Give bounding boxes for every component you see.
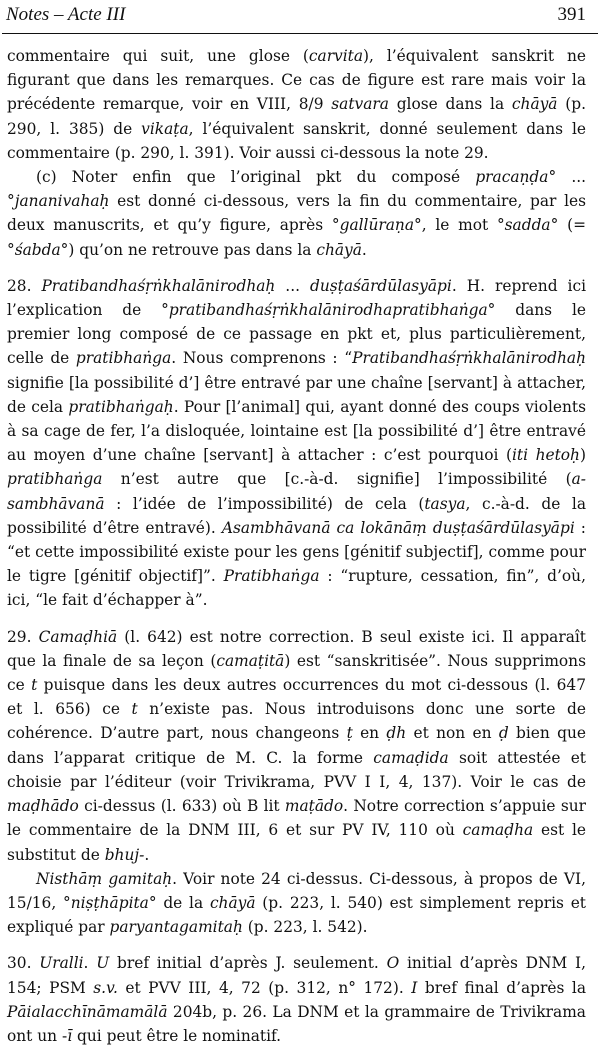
text-run: 204b, p. 26. La DNM et la grammaire de Trivikrama ont un -: [7, 1002, 586, 1045]
text-run: ° ... °: [7, 168, 586, 211]
italic-term: carvita: [308, 47, 364, 65]
text-run: est donné ci-dessous, vers la fin du commentaire, par les deux manuscrits, et qu’y figure, après °: [7, 192, 586, 235]
italic-term: Pratibandhaśṛṅkhalānirodhaḥ: [41, 276, 276, 295]
text-run: qui peut être le nominatif.: [72, 1026, 282, 1045]
italic-term: sadda: [504, 216, 551, 235]
text-run: : l’idée de l’impossibilité) de cela (: [104, 494, 425, 513]
italic-term: ḍh: [386, 724, 407, 743]
italic-term: pratibandhaśṛṅkhalānirodhapratibhaṅga: [168, 301, 488, 320]
note-28: [7, 274, 586, 613]
text-run: .: [361, 240, 367, 259]
italic-term: maḍhādo: [7, 797, 79, 816]
note-29: [7, 625, 586, 867]
text-run: bref initial d’après J. seulement.: [109, 954, 387, 973]
note-30: [7, 951, 586, 1048]
text-run: ...: [275, 276, 310, 295]
italic-term: bhuj-: [104, 845, 145, 864]
body-text: [7, 44, 586, 1048]
running-header: [6, 4, 586, 32]
italic-term: t: [31, 676, 38, 695]
text-run: ci-dessus (l. 633) où B lit: [78, 797, 285, 816]
italic-term: Pāialacchīnāmamālā: [7, 1002, 168, 1021]
text-run: est le substitut de: [7, 821, 586, 864]
italic-term: I: [411, 978, 418, 997]
text-run: bien que dans l’apparat critique de M. C. la forme: [7, 724, 586, 767]
italic-term: iti hetoḥ: [512, 446, 580, 465]
italic-term: jananivahaḥ: [14, 192, 110, 211]
text-run: . Voir note 24 ci-dessus. Ci-dessous, à propos de VI, 15/16, °: [7, 869, 586, 912]
text-run: (p. 290, l. 385) de: [7, 95, 586, 138]
italic-term: Uralli: [39, 954, 84, 973]
text-run: ° dans le premier long composé de ce passage en pkt et, plus particulièrement, celle de: [7, 301, 586, 368]
paragraph: [7, 165, 586, 262]
page-number: 391: [557, 4, 586, 25]
text-run: °) qu’on ne retrouve pas dans la: [60, 240, 317, 259]
italic-term: chāyā: [209, 893, 256, 912]
text-run: (l. 642) est notre correction. B seul existe ici. Il apparaît que la finale de sa leçon (: [7, 627, 586, 670]
italic-term: paryantagamitaḥ: [109, 918, 243, 937]
italic-term: Pratibandhaśṛṅkhalānirodhaḥ: [352, 349, 586, 368]
italic-term: s.v.: [93, 978, 118, 997]
italic-term: a-sambhāvanā: [7, 470, 586, 513]
text-run: (p. 223, l. 540) est simplement repris et expliqué par: [7, 893, 586, 937]
paragraph: [7, 44, 586, 165]
text-run: . Notre correction s’appuie sur le commentaire de la DNM III, 6 et sur PV IV, 110 où: [7, 797, 586, 840]
text-run: bref final d’après la: [417, 978, 586, 997]
italic-term: ṭ: [346, 724, 353, 743]
italic-term: satvara: [331, 95, 389, 114]
italic-term: U: [96, 954, 110, 973]
text-run: °, le mot °: [414, 216, 505, 235]
text-run: 29.: [7, 627, 39, 646]
italic-term: gallūraṇa: [339, 216, 415, 235]
italic-term: Camaḍhiā: [38, 627, 118, 646]
text-run: : “rupture, cessation, fin”, d’où, ici, “le fait d’échapper à”.: [7, 567, 586, 610]
italic-term: vikaṭa: [141, 119, 189, 138]
text-run: , l’équivalent sanskrit, donné seulement dans le commentaire (p. 290, l. 391). Voir aussi ci-dessous la note 29.: [7, 119, 586, 162]
italic-term: t: [131, 700, 138, 719]
italic-term: camaḍida: [373, 748, 449, 767]
italic-term: duṣṭaśārdūlasyāpi: [309, 276, 452, 295]
text-run: .: [144, 845, 150, 864]
italic-term: Asambhāvanā ca lokānāṃ duṣṭaśārdūlasyāpi: [221, 518, 575, 537]
running-title: Notes – Acte III: [6, 4, 126, 25]
text-run: : “et cette impossibilité existe pour les gens [génitif subjectif], comme pour le tigre [génitif objectif]”.: [7, 518, 586, 586]
text-run: ° (= °: [7, 216, 586, 259]
italic-term: ī: [67, 1026, 73, 1045]
text-run: soit attestée et choisie par l’éditeur (voir Trivikrama, PVV I I, 4, 137). Voir le cas de: [7, 748, 586, 791]
italic-term: O: [386, 954, 400, 973]
text-run: initial d’après DNM I, 154; PSM: [7, 954, 586, 997]
text-run: et non en: [406, 724, 499, 743]
italic-term: tasya: [424, 494, 466, 513]
text-run: glose dans la: [388, 95, 512, 114]
text-run: en: [352, 724, 387, 743]
italic-term: camaṭitā: [216, 651, 285, 670]
italic-term: niṣṭhāpita: [70, 893, 149, 912]
italic-term: pratibhaṅgaḥ: [68, 397, 174, 416]
text-run: 30.: [7, 954, 40, 973]
text-run: puisque dans les deux autres occurrences du mot ci-dessous (l. 647 et l. 656) ce: [7, 676, 586, 719]
text-run: ), l’équivalent sanskrit ne figurant que dans les remarques. Ce cas de figure est rare mais voir la précédente remarque, voir en VIII, 8/9: [7, 47, 586, 114]
italic-term: pratibhaṅga: [75, 349, 172, 368]
text-run: (c) Noter enfin que l’original pkt du composé: [36, 168, 476, 187]
text-run: signifie [la possibilité d’] être entravé par une chaîne [servant] à attacher, de cela: [7, 373, 586, 416]
text-run: . Nous comprenons : “: [171, 349, 353, 368]
text-run: ° de la: [148, 893, 210, 912]
italic-term: ḍ: [498, 724, 509, 743]
italic-term: camaḍha: [462, 821, 534, 840]
text-run: . H. reprend ici l’explication de °: [7, 276, 586, 320]
italic-term: maṭādo: [284, 797, 344, 816]
paragraph: [7, 867, 586, 940]
italic-term: Nisthāṃ gamitaḥ: [36, 869, 173, 888]
italic-term: chāyā: [511, 95, 558, 114]
italic-term: śabda: [14, 240, 61, 259]
text-run: ) est “sanskritisée”. Nous supprimons ce: [7, 651, 586, 695]
text-run: .: [83, 954, 97, 973]
text-run: n’existe pas. Nous introduisons donc une sorte de cohérence. D’autre part, nous changeons: [7, 700, 586, 743]
header-rule: [2, 33, 598, 34]
text-run: ): [579, 446, 586, 465]
text-run: et PVV III, 4, 72 (p. 312, n° 172).: [117, 978, 412, 997]
italic-term: pracaṇḍa: [475, 168, 549, 187]
italic-term: Pratibhaṅga: [223, 567, 320, 586]
text-run: 28.: [7, 276, 42, 295]
italic-term: chāyā: [316, 240, 362, 259]
text-run: . Pour [l’animal] qui, ayant donné des coups violents à sa cage de fer, l’a disloquée, lointaine est [la possibilité d’] être entravé au moyen d’une chaîne [servant] à attacher : c’est pourquoi (: [7, 397, 586, 465]
text-run: , c.-à-d. de la possibilité d’être entravé).: [7, 494, 586, 537]
italic-term: pratibhaṅga: [7, 470, 103, 489]
text-run: n’est autre que [c.-à-d. signifie] l’impossibilité (: [102, 470, 572, 489]
text-run: (p. 223, l. 542).: [242, 918, 368, 937]
text-run: commentaire qui suit, une glose (: [7, 47, 309, 65]
